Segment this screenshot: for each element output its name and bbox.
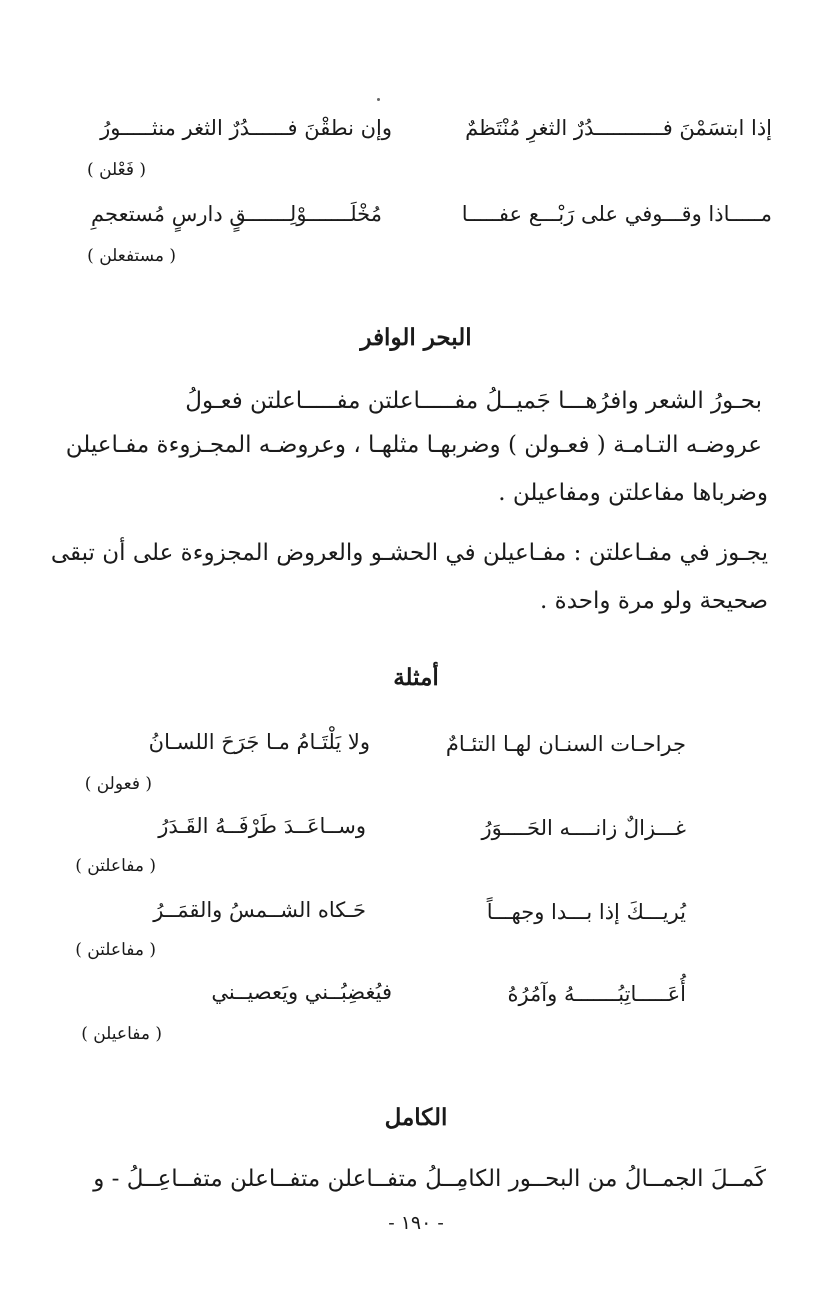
example-second-half: فيُغضِبُــني ويَعصيــني bbox=[211, 980, 392, 1004]
example-first-half: أُعَـــــاتِبُـــــــهُ وآمُرُهُ bbox=[507, 982, 686, 1006]
meter-label: ( مستفعلن ) bbox=[87, 246, 176, 266]
page-number: - ١٩٠ - bbox=[388, 1212, 444, 1234]
section-heading-kamil: الكامل bbox=[384, 1104, 448, 1131]
section-heading-wafir: البحر الوافر bbox=[360, 324, 472, 351]
wafir-verse: بحـورُ الشعر وافرُهـــا جَميــلُ مفـــــاعلتن مفـــــاعلتن فعـولُ bbox=[185, 388, 762, 414]
verse-second-half: وإن نطقْنَ فــــــدُرٌ الثغر منثـــــورُ bbox=[100, 116, 392, 140]
meter-label: ( مفاعلتن ) bbox=[75, 940, 156, 960]
example-second-half: وســاعَــدَ طَرْفَــهُ القَـدَرُ bbox=[158, 814, 366, 838]
example-first-half: جراحـات السنـان لهـا التئـامٌ bbox=[445, 732, 686, 756]
wafir-permit-line: يجـوز في مفـاعلتن : مفـاعيلن في الحشـو والعروض المجزوءة على أن تبقى bbox=[50, 540, 768, 566]
example-first-half: يُريـــكَ إذا بـــدا وجهـــاً bbox=[486, 900, 686, 924]
example-first-half: غـــزالٌ زانــــه الحَــــوَرُ bbox=[481, 816, 686, 840]
kamil-verse: كَمــلَ الجمــالُ من البحــور الكامِــلُ متفــاعلن متفــاعلن متفــاعِــلُ - و bbox=[93, 1166, 766, 1192]
wafir-description-line: عروضـه التـامـة ( فعـولن ) وضربهـا مثلهـا ، وعروضـه المجـزوءة مفـاعيلن bbox=[65, 432, 762, 458]
verse-first-half: مـــــاذا وقـــوفي على رَبْـــع عفـــــا bbox=[461, 202, 772, 226]
section-heading-examples: أمثلة bbox=[393, 664, 439, 691]
example-second-half: حَـكاه الشــمسُ والقمَــرُ bbox=[153, 898, 366, 922]
meter-label: ( فَعْلن ) bbox=[87, 160, 146, 180]
verse-first-half: إذا ابتسَمْنَ فـــــــــــدُرٌ الثغرِ مُنْتَظمٌ bbox=[465, 116, 772, 140]
meter-label: ( مفاعلتن ) bbox=[75, 856, 156, 876]
meter-label: ( فعولن ) bbox=[84, 774, 152, 794]
top-mark bbox=[377, 98, 380, 101]
meter-label: ( مفاعيلن ) bbox=[81, 1024, 162, 1044]
verse-second-half: مُخْلَـــــــوْلِـــــــقٍ دارسٍ مُستعجمِ bbox=[91, 202, 382, 226]
wafir-permit-line: صحيحة ولو مرة واحدة . bbox=[540, 588, 768, 614]
example-second-half: ولا يَلْتَـامُ مـا جَرَحَ اللسـانُ bbox=[148, 730, 370, 754]
wafir-description-line: وضرباها مفاعلتن ومفاعيلن . bbox=[498, 480, 768, 506]
